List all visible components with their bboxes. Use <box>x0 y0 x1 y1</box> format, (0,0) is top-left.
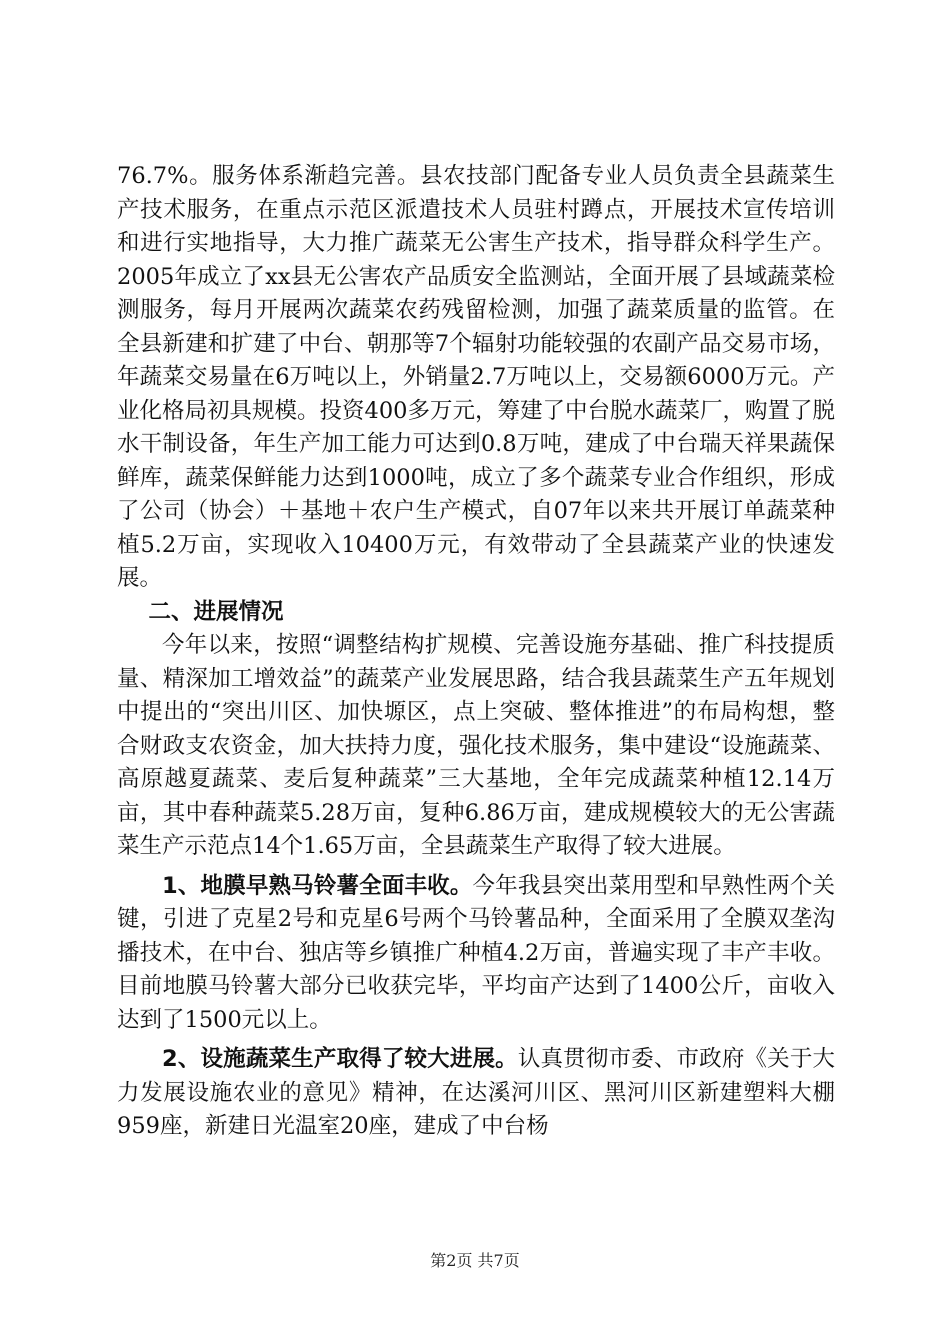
paragraph-progress: 今年以来，按照“调整结构扩规模、完善设施夯基础、推广科技提质量、精深加工增效益”的蔬菜产业发展思路，结合我县蔬菜生产五年规划中提出的“突出川区、加快塬区，点上突破、整体推进”的布局构想，整合财政支农资金，加大扶持力度，强化技术服务，集中建设“设施蔬菜、高原越夏蔬菜、麦后复种蔬菜”三大基地，全年完成蔬菜种植12.14万亩，其中春种蔬菜5.28万亩，复种6.86万亩，建成规模较大的无公害蔬菜生产示范点14个1.65万亩，全县蔬菜生产取得了较大进展。 <box>117 632 835 859</box>
list-item-facility-lead: 2、设施蔬菜生产取得了较大进展。 <box>162 1046 518 1072</box>
list-item-facility-vegetables <box>117 1043 835 1144</box>
page-number-footer: 第2页 共7页 <box>430 1251 520 1270</box>
document-body <box>117 160 835 1144</box>
list-item-potato <box>117 870 835 1038</box>
section-heading: 二、进展情况 <box>148 598 284 625</box>
list-item-facility-body: 认真贯彻市委、市政府《关于大力发展设施农业的意见》精神，在达溪河川区、黑河川区新建塑料大棚959座，新建日光温室20座，建成了中台杨 <box>117 1046 835 1139</box>
paragraph-intro: 76.7%。服务体系渐趋完善。县农技部门配备专业人员负责全县蔬菜生产技术服务，在重点示范区派遣技术人员驻村蹲点，开展技术宣传培训和进行实地指导，大力推广蔬菜无公害生产技术，指导群众科学生产。2005年成立了xx县无公害农产品质安全监测站，全面开展了县域蔬菜检测服务，每月开展两次蔬菜农药残留检测，加强了蔬菜质量的监管。在全县新建和扩建了中台、朝那等7个辐射功能较强的农副产品交易市场，年蔬菜交易量在6万吨以上，外销量2.7万吨以上，交易额6000万元。产业化格局初具规模。投资400多万元，筹建了中台脱水蔬菜厂，购置了脱水干制设备，年生产加工能力可达到0.8万吨，建成了中台瑞天祥果蔬保鲜库，蔬菜保鲜能力达到1000吨，成立了多个蔬菜专业合作组织，形成了公司（协会）＋基地＋农户生产模式，自07年以来共开展订单蔬菜种植5.2万亩，实现收入10400万元，有效带动了全县蔬菜产业的快速发展。 <box>117 163 835 591</box>
list-item-potato-lead: 1、地膜早熟马铃薯全面丰收。 <box>162 872 473 899</box>
list-item-potato-body: 今年我县突出菜用型和早熟性两个关键，引进了克星2号和克星6号两个马铃薯品种，全面采用了全膜双垄沟播技术，在中台、独店等乡镇推广种植4.2万亩，普遍实现了丰产丰收。目前地膜马铃薯大部分已收获完毕，平均亩产达到了1400公斤，亩收入达到了1500元以上。 <box>117 872 835 1033</box>
